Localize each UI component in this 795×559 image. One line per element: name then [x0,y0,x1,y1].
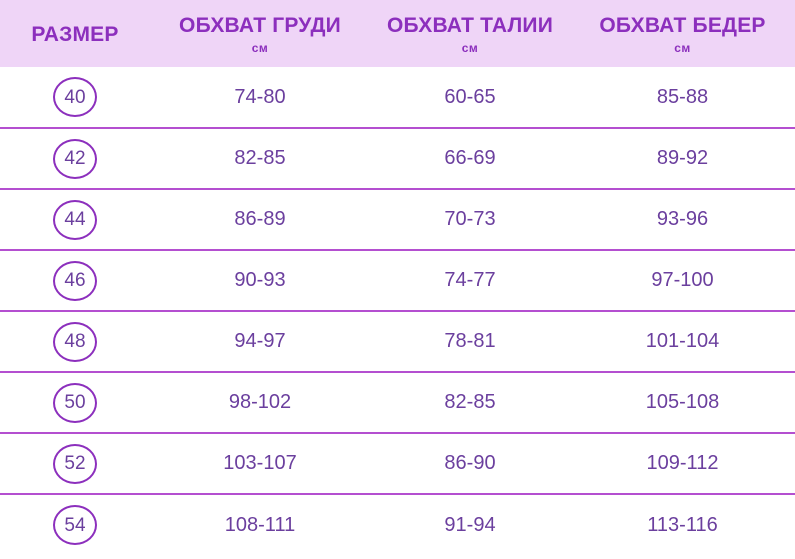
table-row [0,250,795,311]
table-row [0,67,795,128]
table-row [0,189,795,250]
table-row [0,372,795,433]
column-header-hips-unit: см [674,41,691,56]
table-header [0,0,795,67]
size-cell [0,250,150,311]
size-badge: 46 [53,261,97,301]
size-badge: 44 [53,200,97,240]
hips-value: 101-104 [645,330,720,353]
size-badge: 52 [53,444,97,484]
column-header-hips-label: ОБХВАТ БЕДЕР [599,14,766,37]
waist-value: 60-65 [444,85,496,108]
hips-value: 105-108 [645,391,720,414]
size-cell [0,67,150,128]
size-cell [0,189,150,250]
size-cell [0,128,150,189]
size-cell [0,372,150,433]
chest-value: 74-80 [234,85,286,108]
size-cell [0,433,150,494]
hips-value: 97-100 [651,269,714,292]
chest-value: 90-93 [234,269,286,292]
column-header-chest-unit: см [251,41,269,56]
header-row [0,0,795,67]
hips-value: 93-96 [656,208,709,231]
hips-value: 113-116 [647,513,718,536]
chest-value: 98-102 [228,391,292,414]
column-header-waist-label: ОБХВАТ ТАЛИИ [386,14,554,37]
column-header-chest [150,0,370,67]
waist-value: 91-94 [444,513,496,536]
table-row [0,128,795,189]
waist-value: 78-81 [444,330,496,353]
column-header-waist [370,0,570,67]
waist-value: 74-77 [444,269,496,292]
size-badge: 50 [53,383,97,423]
hips-value: 85-88 [656,85,709,108]
column-header-waist-unit: см [461,41,479,56]
column-header-size-label: РАЗМЕР [31,23,119,47]
chest-value: 108-111 [224,513,296,536]
waist-value: 86-90 [444,452,496,475]
chest-value: 86-89 [234,208,286,231]
hips-value: 89-92 [656,147,709,170]
table-row [0,311,795,372]
column-header-hips [570,0,795,67]
column-header-chest-label: ОБХВАТ ГРУДИ [179,14,341,37]
size-badge: 42 [53,139,97,179]
size-cell [0,494,150,555]
chest-value: 103-107 [223,452,297,475]
table-row [0,433,795,494]
size-badge: 54 [53,505,97,545]
waist-value: 70-73 [444,208,496,231]
waist-value: 82-85 [444,391,496,414]
size-badge: 40 [53,77,97,117]
size-badge: 48 [53,322,97,362]
column-header-size [0,0,150,67]
waist-value: 66-69 [444,147,496,170]
table-body [0,67,795,555]
hips-value: 109-112 [646,452,719,475]
chest-value: 82-85 [234,147,286,170]
chest-value: 94-97 [234,330,286,353]
table-row [0,494,795,555]
size-cell [0,311,150,372]
